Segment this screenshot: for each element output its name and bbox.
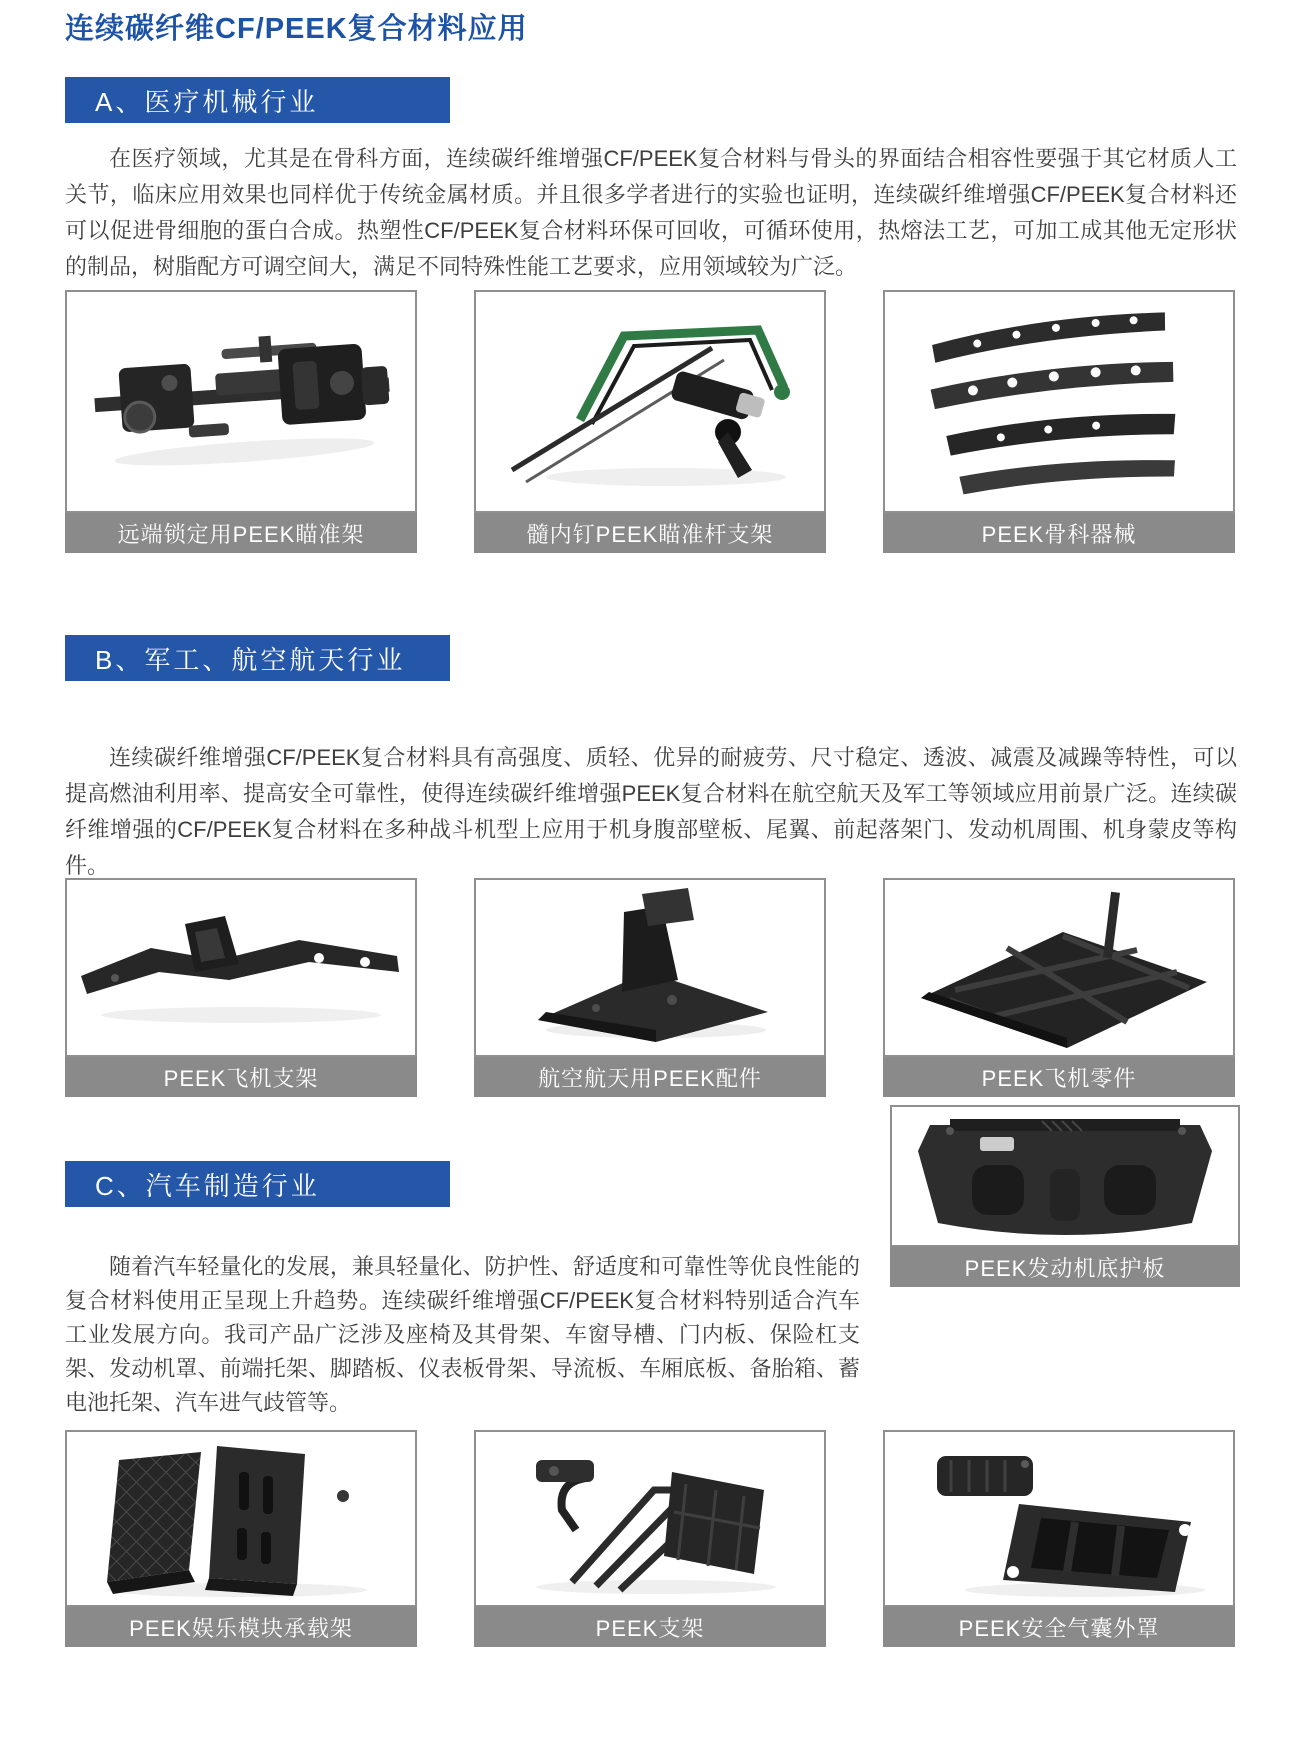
product-card bbox=[65, 1430, 417, 1647]
page-title: 连续碳纤维CF/PEEK复合材料应用 bbox=[65, 13, 528, 45]
aiming-frame-illustration bbox=[67, 292, 415, 511]
section-b-paragraph: 连续碳纤维增强CF/PEEK复合材料具有高强度、质轻、优异的耐疲劳、尺寸稳定、透波、减震及减躁等特性，可以提高燃油利用率、提高安全可靠性，使得连续碳纤维增强PEEK复合材料在航空航天及军工等领域应用前景广泛。连续碳纤维增强的CF/PEEK复合材料在多种战斗机型上应用于机身腹部壁板、尾翼、前起落架门、发动机周围、机身蒙皮等构件。 bbox=[65, 745, 1237, 878]
product-caption: PEEK安全气囊外罩 bbox=[883, 1607, 1235, 1647]
section-a-product-row bbox=[65, 290, 1235, 553]
product-caption: PEEK骨科器械 bbox=[883, 513, 1235, 553]
section-a-label: A、医疗机械行业 bbox=[95, 86, 319, 117]
product-caption: PEEK发动机底护板 bbox=[890, 1247, 1240, 1287]
section-b-product-row bbox=[65, 878, 1235, 1097]
aerospace-part-illustration bbox=[476, 880, 824, 1055]
product-photo bbox=[65, 878, 417, 1057]
product-caption: 髓内钉PEEK瞄准杆支架 bbox=[474, 513, 826, 553]
section-c-featured-product bbox=[890, 1105, 1240, 1287]
section-c-product-row bbox=[65, 1430, 1235, 1647]
nail-frame-illustration bbox=[476, 292, 824, 511]
product-caption: PEEK飞机零件 bbox=[883, 1057, 1235, 1097]
section-b-header bbox=[65, 635, 450, 681]
product-caption: PEEK飞机支架 bbox=[65, 1057, 417, 1097]
product-photo bbox=[883, 878, 1235, 1057]
product-card bbox=[474, 1430, 826, 1647]
product-card bbox=[883, 290, 1235, 553]
product-caption: PEEK娱乐模块承载架 bbox=[65, 1607, 417, 1647]
section-b-label: B、军工、航空航天行业 bbox=[95, 644, 406, 675]
bracket-illustration bbox=[476, 1432, 824, 1605]
product-card bbox=[883, 1430, 1235, 1647]
product-caption: PEEK支架 bbox=[474, 1607, 826, 1647]
bone-plates-illustration bbox=[885, 292, 1233, 511]
product-card bbox=[65, 290, 417, 553]
section-a-header bbox=[65, 77, 450, 123]
product-photo bbox=[474, 878, 826, 1057]
product-photo bbox=[474, 290, 826, 513]
product-card bbox=[65, 878, 417, 1097]
airbag-cover-illustration bbox=[885, 1432, 1233, 1605]
product-card bbox=[890, 1105, 1240, 1287]
product-photo bbox=[474, 1430, 826, 1607]
product-caption: 航空航天用PEEK配件 bbox=[474, 1057, 826, 1097]
section-c-label: C、汽车制造行业 bbox=[95, 1170, 320, 1201]
aircraft-component-illustration bbox=[885, 880, 1233, 1055]
section-c-paragraph: 随着汽车轻量化的发展，兼具轻量化、防护性、舒适度和可靠性等优良性能的复合材料使用正呈现上升趋势。连续碳纤维增强CF/PEEK复合材料特别适合汽车工业发展方向。我司产品广泛涉及座椅及其骨架、车窗导槽、门内板、保险杠支架、发动机罩、前端托架、脚踏板、仪表板骨架、导流板、车厢底板、备胎箱、蓄电池托架、汽车进气歧管等。 bbox=[65, 1254, 860, 1415]
product-photo bbox=[883, 1430, 1235, 1607]
entertainment-module-illustration bbox=[67, 1432, 415, 1605]
product-photo bbox=[65, 1430, 417, 1607]
section-c-header bbox=[65, 1161, 450, 1207]
product-photo bbox=[883, 290, 1235, 513]
product-photo bbox=[890, 1105, 1240, 1247]
aircraft-bracket-illustration bbox=[67, 880, 415, 1055]
section-a-paragraph: 在医疗领域，尤其是在骨科方面，连续碳纤维增强CF/PEEK复合材料与骨头的界面结合相容性要强于其它材质人工关节，临床应用效果也同样优于传统金属材质。并且很多学者进行的实验也证明，连续碳纤维增强CF/PEEK复合材料还可以促进骨细胞的蛋白合成。热塑性CF/PEEK复合材料环保可回收，可循环使用，热熔法工艺，可加工成其他无定形状的制品，树脂配方可调空间大，满足不同特殊性能工艺要求，应用领域较为广泛。 bbox=[65, 146, 1237, 279]
product-photo bbox=[65, 290, 417, 513]
engine-guard-illustration bbox=[892, 1107, 1238, 1245]
product-card bbox=[474, 290, 826, 553]
product-card bbox=[474, 878, 826, 1097]
product-card bbox=[883, 878, 1235, 1097]
product-caption: 远端锁定用PEEK瞄准架 bbox=[65, 513, 417, 553]
